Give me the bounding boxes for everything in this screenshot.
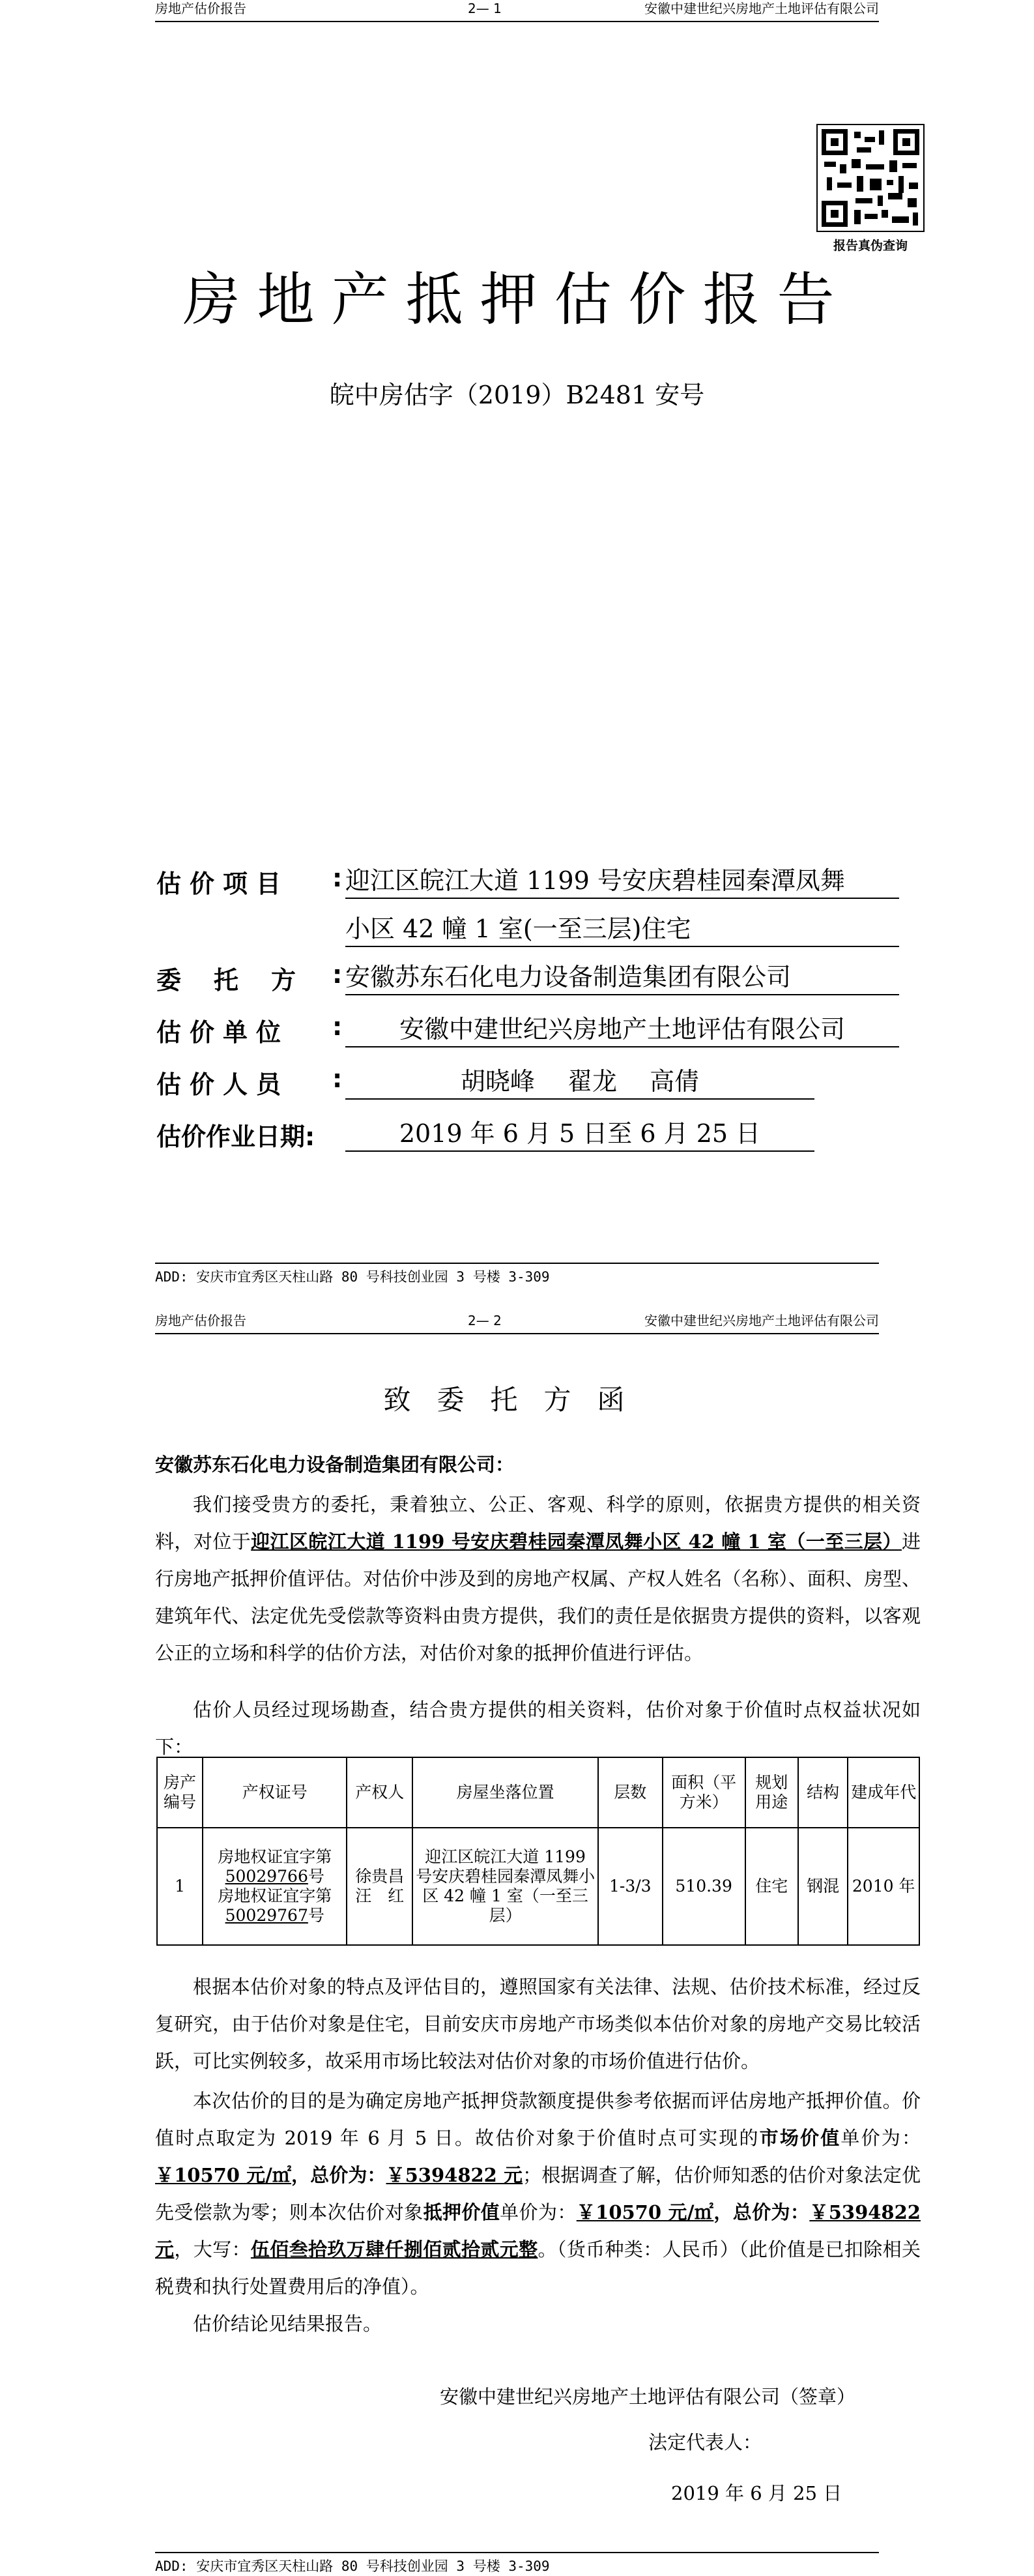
cell-location: 迎江区皖江大道 1199 号安庆碧桂园秦潭凤舞小区 42 幢 1 室（一至三层） xyxy=(412,1828,598,1945)
header-left: 房地产估价报告 xyxy=(155,1,246,16)
col-header: 建成年代 xyxy=(848,1757,919,1828)
unit-value: 安徽中建世纪兴房地产土地评估有限公司 xyxy=(345,1012,899,1047)
page-footer xyxy=(155,1263,879,1285)
page-header xyxy=(155,0,879,22)
qr-finder xyxy=(822,129,848,155)
col-header: 层数 xyxy=(598,1757,663,1828)
cell-use: 住宅 xyxy=(745,1828,798,1945)
property-table xyxy=(156,1757,920,1946)
qr-finder xyxy=(893,129,919,155)
paragraph-status: 估价人员经过现场勘查，结合贵方提供的相关资料，估价对象于价值时点权益状况如下： xyxy=(155,1699,921,1758)
col-header: 房产编号 xyxy=(157,1757,203,1828)
paragraph-method: 根据本估价对象的特点及评估目的，遵照国家有关法律、法规、估价技术标准，经过反复研究，由于估价对象是住宅，目前安庆市房地产市场类似本估价对象的房地产交易比较活跃，可比实例较多，故采用市场比较法对估价对象的市场价值进行估价。 xyxy=(155,1976,921,2072)
client-label: 委托方 xyxy=(156,966,329,995)
report-title: 房地产抵押估价报告 xyxy=(182,266,852,333)
header-left: 房地产估价报告 xyxy=(155,1313,246,1328)
cell-area: 510.39 xyxy=(663,1828,745,1945)
signature-date: 2019 年 6 月 25 日 xyxy=(671,2482,842,2504)
cell-owner: 徐贵昌 汪 红 xyxy=(347,1828,412,1945)
cell-year: 2010 年 xyxy=(848,1828,919,1945)
col-header: 面积（平方米） xyxy=(663,1757,745,1828)
staff-value: 胡晓峰 翟龙 高倩 xyxy=(345,1064,814,1100)
table-row xyxy=(157,1828,919,1945)
unit-label: 估价单位 xyxy=(156,1018,290,1047)
qr-finder xyxy=(822,201,848,227)
footer-address: ADD: 安庆市宜秀区天柱山路 80 号科技创业园 3 号楼 3-309 xyxy=(155,2558,550,2574)
client-value: 安徽苏东石化电力设备制造集团有限公司 xyxy=(345,960,899,995)
table-header-row xyxy=(157,1757,919,1828)
footer-address: ADD: 安庆市宜秀区天柱山路 80 号科技创业园 3 号楼 3-309 xyxy=(155,1269,550,1285)
report-number: 皖中房估字（2019）B2481 安号 xyxy=(329,381,705,409)
paragraph-conclusion: 本次估价的目的是为确定房地产抵押贷款额度提供参考依据而评估房地产抵押价值。价值时点取定为 2019 年 6 月 5 日。故估价对象于价值时点可实现的市场价值单价为：￥10570 元/㎡，总价为：￥5394822 元；根据调查了解，估价师知悉的估价对象法定优先受偿款为零；则本次估价对象抵押价值单价为：￥10570 元/㎡，总价为：￥5394822 元，大写：伍佰叁拾玖万肆仟捌佰贰拾贰元整。（货币种类：人民币）（此价值是已扣除相关税费和执行处置费用后的净值）。 xyxy=(155,2090,921,2298)
qr-caption: 报告真伪查询 xyxy=(833,239,908,253)
staff-label: 估价人员 xyxy=(156,1070,290,1099)
project-value-line1: 迎江区皖江大道 1199 号安庆碧桂园秦潭凤舞 xyxy=(345,864,899,899)
header-right: 安徽中建世纪兴房地产土地评估有限公司 xyxy=(644,1,879,16)
signature-representative: 法定代表人： xyxy=(648,2431,762,2453)
col-header: 结构 xyxy=(798,1757,848,1828)
col-header: 产权人 xyxy=(347,1757,412,1828)
project-label: 估价项目 xyxy=(156,870,290,898)
qr-code[interactable] xyxy=(816,124,925,232)
cell-cert: 房地权证宜字第50029766号 房地权证宜字第50029767号 xyxy=(203,1828,347,1945)
letter-title: 致委托方函 xyxy=(383,1384,651,1416)
cell-floors: 1-3/3 xyxy=(598,1828,663,1945)
report-cover-page: 房地产估价报告 2— 1 安徽中建世纪兴房地产土地评估有限公司 报告真伪查询 房地产抵押估价报告 皖中房估字（2019）B2481 安号 估价项目 : 迎江区皖江大道 1199 号安庆碧桂园秦潭凤舞 小区 42 幢 1 室(一至三层)住宅 委托方 : 安徽苏东石化电力设备制造集团有限公司 估价单位 : 安徽中建世纪兴房地产土地评估有限公司 估价人员 : 胡晓峰 翟龙 高倩 估价作业日期: 2019 年 6 月 5 日至 6 月 25 日 ADD: 安庆市宜秀区天柱山路 80 号科技创业园 3 号楼 3-309 xyxy=(0,0,1034,1320)
amount-in-words: 伍佰叁拾玖万肆仟捌佰贰拾贰元整 xyxy=(250,2238,538,2261)
page-number: 2— 1 xyxy=(468,1,502,16)
col-header: 房屋坐落位置 xyxy=(412,1757,598,1828)
page-header xyxy=(155,1312,879,1334)
project-value-line2: 小区 42 幢 1 室(一至三层)住宅 xyxy=(345,912,899,947)
header-right: 安徽中建世纪兴房地产土地评估有限公司 xyxy=(644,1313,879,1328)
date-label: 估价作业日期: xyxy=(156,1122,315,1151)
paragraph-intro: 我们接受贵方的委托，秉着独立、公正、客观、科学的原则，依据贵方提供的相关资料，对位于迎江区皖江大道 1199 号安庆碧桂园秦潭凤舞小区 42 幢 1 室（一至三层）进行房地产抵押价值评估。对估价中涉及到的房地产权属、产权人姓名（名称）、面积、房型、建筑年代、法定优先受偿款等资料由贵方提供，我们的责任是依据贵方提供的资料，以客观公正的立场和科学的估价方法，对估价对象的抵押价值进行评估。 xyxy=(155,1493,921,1664)
property-address: 迎江区皖江大道 1199 号安庆碧桂园秦潭凤舞小区 42 幢 1 室（一至三层） xyxy=(251,1530,902,1553)
letter-page xyxy=(0,1313,1034,2576)
letter-addressee: 安徽苏东石化电力设备制造集团有限公司： xyxy=(155,1454,515,1476)
col-header: 产权证号 xyxy=(203,1757,347,1828)
cell-structure: 钢混 xyxy=(798,1828,848,1945)
paragraph-closing: 估价结论见结果报告。 xyxy=(193,2313,382,2335)
date-value: 2019 年 6 月 5 日至 6 月 25 日 xyxy=(345,1117,814,1152)
signature-company: 安徽中建世纪兴房地产土地评估有限公司（签章） xyxy=(440,2386,856,2408)
page-footer xyxy=(155,2552,879,2574)
col-header: 规划用途 xyxy=(745,1757,798,1828)
page-number: 2— 2 xyxy=(468,1313,502,1328)
cell-no: 1 xyxy=(157,1828,203,1945)
